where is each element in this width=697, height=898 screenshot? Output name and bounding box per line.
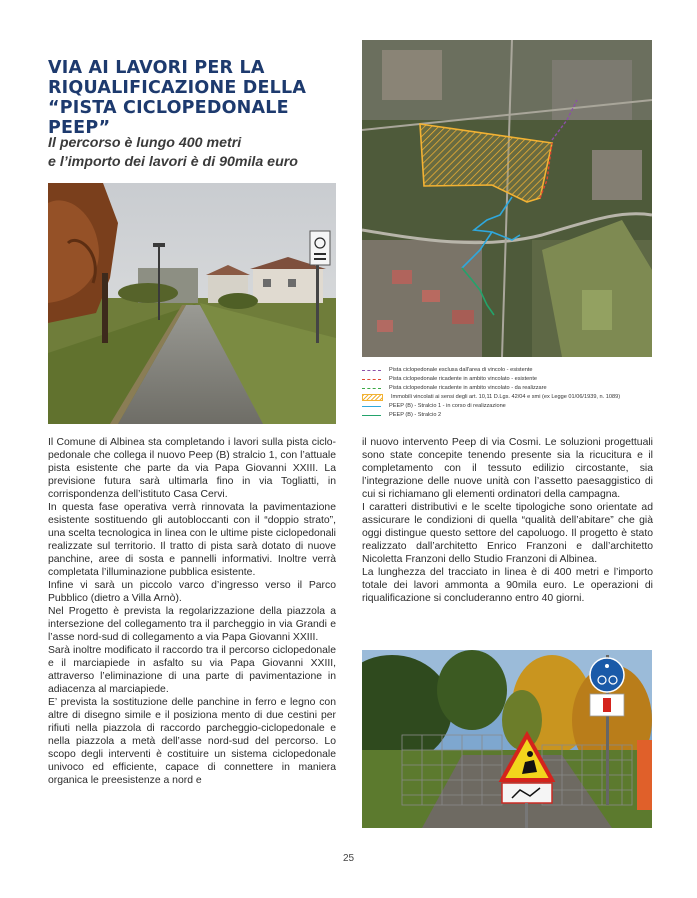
- legend-swatch: [362, 415, 381, 416]
- legend-label: Immobili vincolati ai sensi degli art. 10,11 D.Lgs. 42/04 e smi (ex Legge 01/06/1939, n. 1089): [391, 394, 621, 400]
- legend-item: [362, 411, 662, 420]
- legend-swatch: [362, 406, 381, 407]
- legend-item: [362, 402, 662, 411]
- body-paragraph: La lunghezza del tracciato in linea è di 400 metri e l’importo totale dei lavori ammonta a 90mila euro. Le operazioni di riqualificazione si concluderanno entro 40 giorni.: [362, 567, 653, 604]
- article-subtitle-line: e l’importo dei lavori è di 90mila euro: [48, 154, 298, 170]
- cycle-path-photo: [48, 183, 336, 424]
- body-paragraph: I caratteri distributivi e le scelte tipologiche sono orientate ad assicurare le condizioni di quella “qualità dell’abitare” che già oggi distingue questo settore del capoluogo. Il progetto è stato realizzato dall’architetto Enrico Franzoni e dall’architetto Nicoletta Franzoni dello Studio Franzoni di Albinea.: [362, 502, 653, 565]
- body-column-left: [48, 436, 336, 787]
- legend-label: Pista ciclopedonale ricadente in ambito vincolato - esistente: [389, 376, 538, 382]
- body-paragraph: Sarà inoltre modificato il raccordo tra il percorso ciclopedonale e il marciapiede in asfalto su via Papa Giovanni XXIII, attraverso l’eliminazione di una parte di pavimentazione in adiacenza al marciapiede.: [48, 645, 336, 695]
- body-paragraph: Nel Progetto è prevista la regolarizzazione della piazzola a intersezione del collegamento tra il parcheggio in via Grandi e l’asse nord-sud di collegamento a via Papa Giovanni XXIII.: [48, 606, 336, 643]
- map-legend: [362, 366, 662, 420]
- body-paragraph: In questa fase operativa verrà rinnovata la pavimentazione esistente sostituendo gli autobloccanti con il “doppio strato”, una scelta tecnologica in linea con le ultime piste ciclopedonali realizzate sul territorio. Il tratto di pista sarà dotato di nuove panchine, aree di sosta e pannelli informativi. Inoltre verrà completata l’illuminazione pubblica esistente.: [48, 502, 336, 578]
- legend-swatch: [362, 388, 381, 389]
- aerial-map: [362, 40, 652, 357]
- legend-label: PEEP (B) - Stralcio 1 - in corso di realizzazione: [389, 403, 506, 409]
- legend-label: PEEP (B) - Stralcio 2: [389, 412, 442, 418]
- legend-item: [362, 375, 662, 384]
- roadworks-photo: [362, 650, 652, 828]
- legend-swatch: [362, 370, 381, 371]
- legend-item: [362, 384, 662, 393]
- article-subtitle-line: Il percorso è lungo 400 metri: [48, 135, 242, 151]
- legend-swatch: [362, 379, 381, 380]
- body-paragraph: Infine vi sarà un piccolo varco d’ingresso verso il Parco Pubblico (dietro a Villa Arnò).: [48, 580, 336, 604]
- article-title-line: RIQUALIFICAZIONE DELLA: [48, 78, 307, 98]
- legend-label: Pista ciclopedonale ricadente in ambito vincolato - da realizzare: [389, 385, 547, 391]
- legend-item: [362, 393, 662, 402]
- article-title-line: VIA AI LAVORI PER LA: [48, 58, 265, 78]
- legend-label: Pista ciclopedonale esclusa dall'area di vincolo - esistente: [389, 367, 533, 373]
- body-paragraph: Il Comune di Albinea sta completando i lavori sulla pista ciclo-pedonale che collega il nuovo Peep (B) stralcio 1, con l’attuale pista esistente che parte da via Papa Giovanni XXIII. La previsione futura sarà ultimarla fino in via Togliatti, in corrispondenza dell’istituto Casa Cervi.: [48, 437, 336, 500]
- body-column-right: [362, 436, 653, 605]
- page-number: 25: [342, 853, 355, 864]
- article-subtitle: [48, 134, 338, 172]
- body-paragraph: E’ prevista la sostituzione delle panchine in ferro e legno con altre di disegno simile e il posiziona mento di due cestini per rifiuti nella piazzola di raccordo parcheggio-ciclopedonale e nella piazzola a metà dell’asse nord-sud del percorso. Lo scopo degli interventi è costituire un sistema ciclopedonale univoco ed efficiente, capace di connettere in maniera organica le preesistenze a nord e: [48, 697, 336, 786]
- legend-item: [362, 366, 662, 375]
- article-title: [48, 58, 338, 138]
- body-paragraph: il nuovo intervento Peep di via Cosmi. Le soluzioni progettuali sono state concepite tenendo presente sia la ricucitura e il completamento con il tessuto edilizio circostante, sia l’integrazione delle nuove unità con l’assetto paesaggistico di cui si richiamano gli elementi ordinatori della campagna.: [362, 437, 653, 500]
- article-title-line: “PISTA CICLOPEDONALE PEEP”: [48, 98, 289, 138]
- legend-swatch: [362, 394, 383, 401]
